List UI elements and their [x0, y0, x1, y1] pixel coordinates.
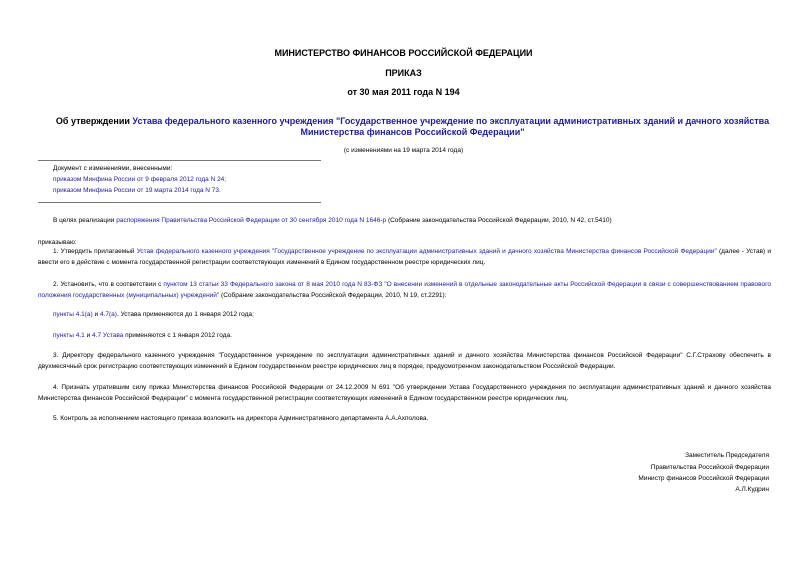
document-date-number: от 30 мая 2011 года N 194 [347, 87, 460, 97]
intro-paragraph [53, 215, 793, 226]
amendments-bottom-rule [38, 202, 321, 203]
p2a-mid: и [92, 311, 100, 318]
changes-note: (с изменениями на 19 марта 2014 года) [343, 147, 464, 154]
charter-link[interactable]: Устава федерального казенного учреждения "Государственное учреждение по эксплуатации административных зданий и дачного хозяйства Министерства финансов Российской Федерации" [132, 116, 770, 137]
point-4-7-link[interactable]: 4.7 Устава [92, 332, 124, 339]
ministry-heading: МИНИСТЕРСТВО ФИНАНСОВ РОССИЙСКОЙ ФЕДЕРАЦИИ [274, 48, 533, 58]
amendment-link-2012[interactable]: приказом Минфина России от 9 февраля 2012 года N 24; [53, 176, 227, 183]
federal-law-link[interactable]: пунктом 13 статьи 33 Федерального закона от 8 мая 2010 года N 83-ФЗ "О внесении изменений в отдельные законодательные акты Российской Федерации в связи с совершенствованием правового положения государственных (муниципальных) учреждений" [38, 281, 771, 299]
paragraph-2 [38, 279, 771, 301]
p2-suffix: (Собрание законодательства Российской Федерации, 2010, N 19, ст.2291): [219, 292, 447, 299]
paragraph-5: 5. Контроль за исполнением настоящего приказа возложить на директора Административного департамента А.А.Ахполова. [53, 415, 429, 422]
amendments-heading: Документ с изменениями, внесенными: [53, 165, 173, 172]
intro-prefix: В целях реализации [53, 217, 117, 224]
p2a-suffix: . Устава применяются до 1 января 2012 года; [116, 311, 254, 318]
point-4-1-link[interactable]: пункты 4.1 [53, 332, 85, 339]
p1-charter-link[interactable]: Устав федерального казенного учреждения "Государственное учреждение по эксплуатации административных зданий и дачного хозяйства Министерства финансов Российской Федерации" [136, 248, 717, 255]
amendments-top-rule [38, 160, 321, 161]
p2b-suffix: применяются с 1 января 2012 года. [123, 332, 232, 339]
paragraph-4: 4. Признать утратившим силу приказ Министерства финансов Российской Федерации от 24.12.2009 N 691 "Об утверждении Устава Государственного учреждения по эксплуатации административных зданий и дачного хозяйства Министерства финансов Российской Федерации" с момента государственной регистрации соответствующих изменений в Едином государственном реестре юридических лиц. [38, 384, 771, 402]
government-order-link[interactable]: распоряжения Правительства Российской Федерации от 30 сентября 2010 года N 1646-р [116, 217, 387, 224]
intro-suffix: (Собрание законодательства Российской Федерации, 2010, N 42, ст.5410) [386, 217, 612, 224]
point-4-1a-link[interactable]: пункты 4.1(а) [53, 311, 93, 318]
signature-name: А.Л.Кудрин [735, 486, 769, 493]
order-word: приказываю: [38, 239, 77, 246]
paragraph-2b [53, 330, 232, 341]
paragraph-1 [38, 246, 771, 268]
title-prefix: Об утверждении [55, 116, 133, 126]
document-title [40, 116, 785, 138]
document-type: ПРИКАЗ [385, 68, 422, 78]
p2b-mid: и [84, 332, 93, 339]
paragraph-2a [53, 309, 254, 320]
p1-suffix: (далее - Устав) и ввести его в действие с момента государственной регистрации соответствующих изменений в Едином государственном реестре юридических лиц. [38, 248, 771, 266]
signature-line-1: Заместитель Председателя [685, 452, 769, 459]
p2-prefix: 2. Установить, что в соответствии с [53, 281, 164, 288]
paragraph-3: 3. Директору федерального казенного учреждения "Государственное учреждение по эксплуатации административных зданий и дачного хозяйства Министерства финансов Российской Федерации" С.Г.Страхову обеспечить в двухмесячный срок регистрацию соответствующих изменений в Едином государственном реестре юридических лиц в порядке, предусмотренном законодательством Российской Федерации. [38, 352, 771, 370]
signature-line-3: Министр финансов Российской Федерации [638, 475, 769, 482]
signature-line-2: Правительства Российской Федерации [650, 464, 769, 471]
point-4-7a-link[interactable]: 4.7(а) [99, 311, 117, 318]
amendment-link-2014[interactable]: приказом Минфина России от 19 марта 2014 года N 73. [53, 187, 221, 194]
p1-prefix: 1. Утвердить прилагаемый [53, 248, 137, 255]
